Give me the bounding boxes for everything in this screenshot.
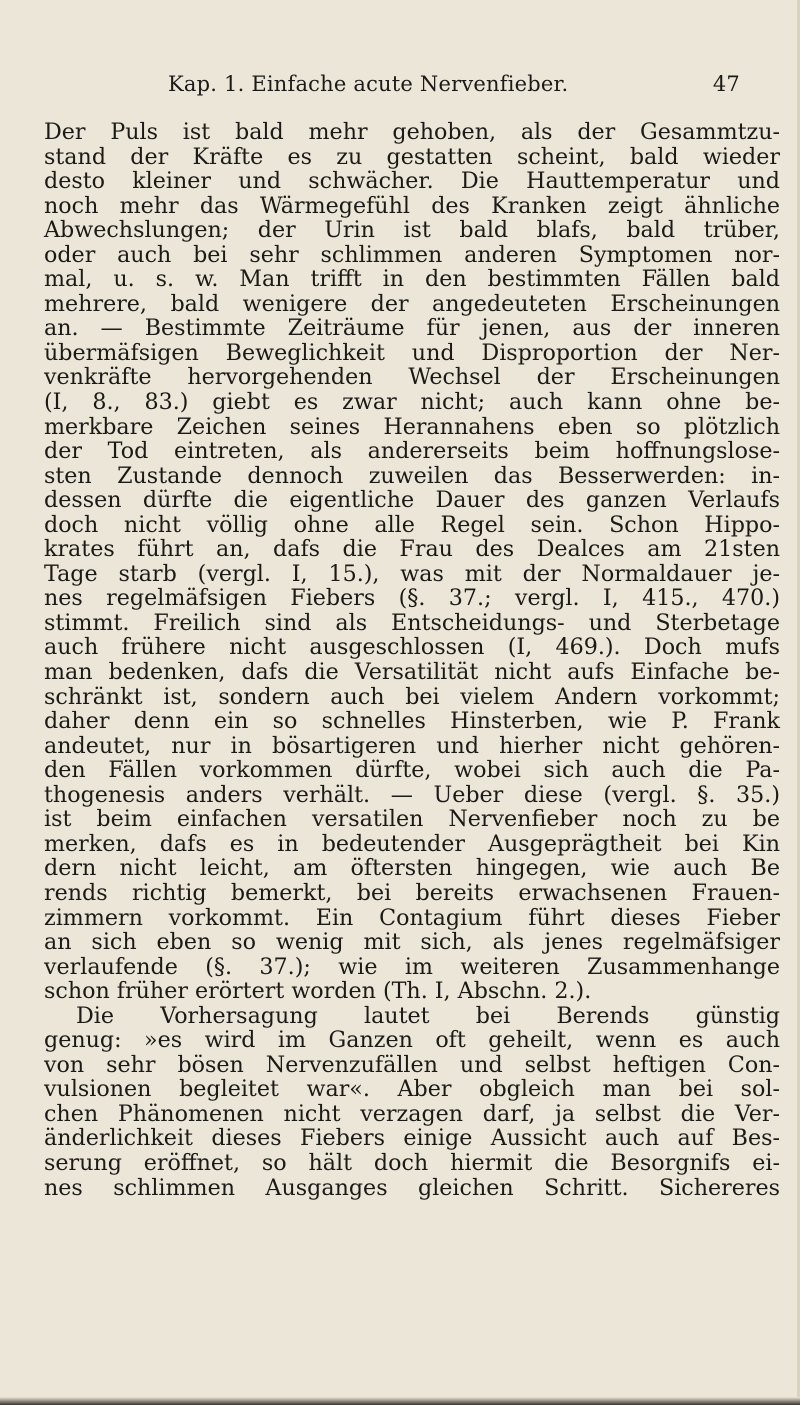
running-title: Kap. 1. Einfache acute Nervenfieber.: [168, 72, 569, 96]
text-line: andeutet, nur in bösartigeren und hierher nicht gehören-: [44, 732, 780, 759]
text-line: merken, dafs es in bedeutender Ausgeprägtheit bei Kin: [44, 830, 780, 857]
text-line: mehrere, bald wenigere der angedeuteten Erscheinungen: [44, 290, 780, 317]
text-line: von sehr bösen Nervenzufällen und selbst heftigen Con-: [44, 1051, 780, 1078]
text-line: doch nicht völlig ohne alle Regel sein. Schon Hippo-: [44, 511, 780, 538]
text-line: ist beim einfachen versatilen Nervenfieber noch zu be: [44, 806, 780, 833]
body-text: [44, 120, 780, 1200]
text-line: Die Vorhersagung lautet bei Berends günstig: [76, 1002, 780, 1029]
text-line: krates führt an, dafs die Frau des Dealces am 21sten: [44, 536, 780, 563]
text-line: verlaufende (§. 37.); wie im weiteren Zusammenhange: [44, 953, 780, 980]
text-line: thogenesis anders verhält. — Ueber diese (vergl. §. 35.): [44, 781, 780, 808]
text-line: noch mehr das Wärmegefühl des Kranken zeigt ähnliche: [44, 192, 780, 219]
text-line: schränkt ist, sondern auch bei vielem Andern vorkommt;: [44, 683, 780, 710]
text-line: an. — Bestimmte Zeiträume für jenen, aus der inneren: [44, 315, 780, 342]
text-line: dessen dürfte die eigentliche Dauer des ganzen Verlaufs: [44, 487, 780, 514]
text-line: den Fällen vorkommen dürfte, wobei sich auch die Pa-: [44, 757, 780, 784]
text-line: sten Zustande dennoch zuweilen das Besserwerden: in-: [44, 462, 780, 489]
text-line: dern nicht leicht, am öftersten hingegen, wie auch Be: [44, 855, 780, 882]
text-line: oder auch bei sehr schlimmen anderen Symptomen nor-: [44, 241, 780, 268]
text-line: desto kleiner und schwächer. Die Hauttemperatur und: [44, 168, 780, 195]
text-line: Der Puls ist bald mehr gehoben, als der Gesammtzu-: [44, 119, 780, 145]
text-line: venkräfte hervorgehenden Wechsel der Erscheinungen: [44, 364, 780, 391]
text-line: chen Phänomenen nicht verzagen darf, ja selbst die Ver-: [44, 1100, 780, 1127]
text-line: rends richtig bemerkt, bei bereits erwachsenen Frauen-: [44, 879, 780, 906]
text-line: Tage starb (vergl. I, 15.), was mit der Normaldauer je-: [44, 560, 780, 587]
text-line: merkbare Zeichen seines Herannahens eben so plötzlich: [44, 413, 780, 440]
text-line: (I, 8., 83.) giebt es zwar nicht; auch kann ohne be-: [44, 389, 780, 416]
text-line: an sich eben so wenig mit sich, als jenes regelmäfsiger: [44, 929, 780, 956]
text-line: man bedenken, dafs die Versatilität nicht aufs Einfache be-: [44, 659, 780, 686]
page-bottom-edge: [0, 1397, 800, 1405]
text-line: vulsionen begleitet war«. Aber obgleich man bei sol-: [44, 1076, 780, 1103]
text-line: änderlichkeit dieses Fiebers einige Aussicht auch auf Bes-: [44, 1125, 780, 1152]
text-line: schon früher erörtert worden (Th. I, Abschn. 2.).: [44, 978, 592, 1005]
text-line: der Tod eintreten, als andererseits beim hoffnungslose-: [44, 438, 780, 465]
text-line: stand der Kräfte es zu gestatten scheint, bald wieder: [44, 143, 780, 170]
text-line: stimmt. Freilich sind als Entscheidungs- und Sterbetage: [44, 609, 780, 636]
text-line: genug: »es wird im Ganzen oft geheilt, wenn es auch: [44, 1027, 780, 1054]
text-line: zimmern vorkommt. Ein Contagium führt dieses Fieber: [44, 904, 780, 931]
text-line: daher denn ein so schnelles Hinsterben, wie P. Frank: [44, 708, 780, 735]
text-line: nes schlimmen Ausganges gleichen Schritt. Sichereres: [44, 1174, 780, 1201]
text-line: Abwechslungen; der Urin ist bald blafs, bald trüber,: [44, 217, 780, 244]
text-line: serung eröffnet, so hält doch hiermit die Besorgnifs ei-: [44, 1149, 780, 1176]
text-line: übermäfsigen Beweglichkeit und Disproportion der Ner-: [44, 339, 780, 366]
page-header: [168, 72, 740, 102]
text-line: nes regelmäfsigen Fiebers (§. 37.; vergl. I, 415., 470.): [44, 585, 780, 612]
text-line: mal, u. s. w. Man trifft in den bestimmten Fällen bald: [44, 266, 780, 293]
page-number: 47: [712, 72, 740, 96]
text-line: auch frühere nicht ausgeschlossen (I, 469.). Doch mufs: [44, 634, 780, 661]
